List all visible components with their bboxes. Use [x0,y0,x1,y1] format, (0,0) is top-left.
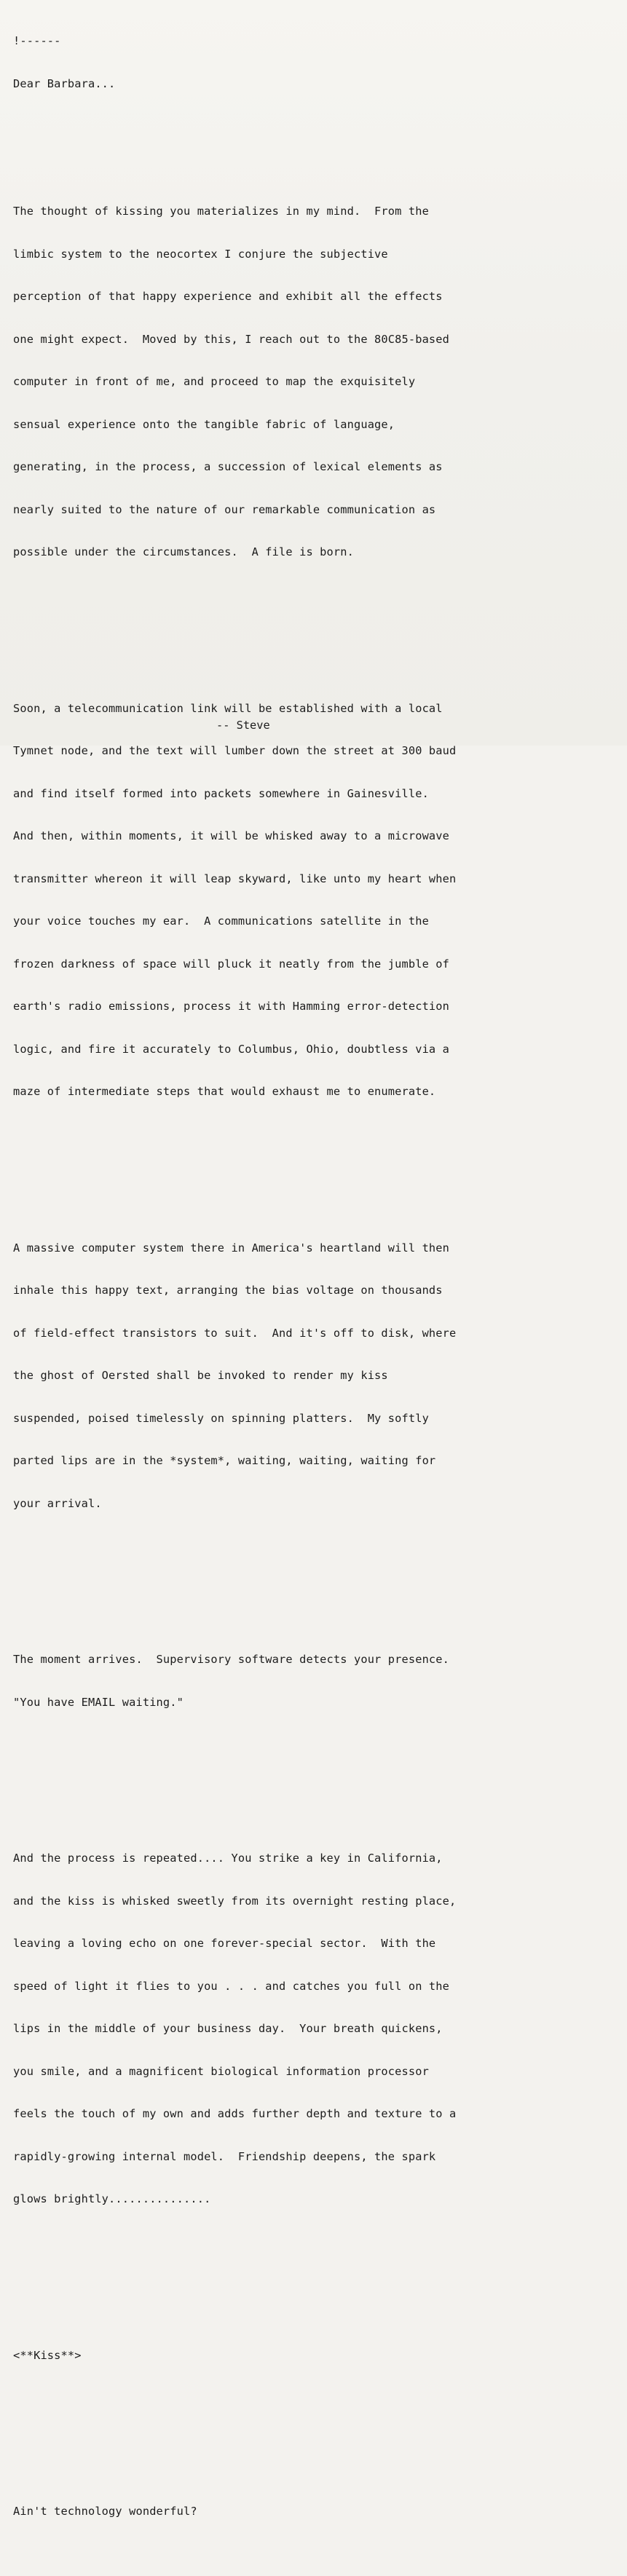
paragraph-1 [13,176,625,588]
salutation: Dear Barbara... [13,76,116,90]
text-line: leaving a loving echo on one forever-special sector. With the [13,1937,436,1950]
paragraph-closing [13,2476,625,2548]
text-line: A massive computer system there in America's heartland will then [13,1241,450,1255]
text-line: and the kiss is whisked sweetly from its overnight resting place, [13,1894,457,1908]
closing-line: Ain't technology wonderful? [13,2505,197,2518]
paragraph-gap [13,1766,625,1781]
paragraph-gap [13,2419,625,2434]
paragraph-4 [13,1624,625,1738]
paragraph-gap [13,1156,625,1171]
text-line: The moment arrives. Supervisory software detects your presence. [13,1653,450,1666]
header-marker: !------ [13,34,61,47]
text-line: feels the touch of my own and adds further depth and texture to a [13,2107,457,2120]
text-line: glows brightly............... [13,2192,211,2205]
text-line: limbic system to the neocortex I conjure the subjective [13,247,388,261]
text-line: Soon, a telecommunication link will be established with a local [13,701,443,715]
paragraph-3 [13,1213,625,1540]
text-line: "You have EMAIL waiting." [13,1695,184,1709]
text-line: earth's radio emissions, process it with Hamming error-detection [13,1000,450,1013]
paragraph-gap [13,617,625,631]
text-line: your arrival. [13,1496,102,1510]
signature: -- Steve [216,719,270,732]
text-line: suspended, poised timelessly on spinning platters. My softly [13,1411,429,1425]
paragraph-gap [13,119,625,134]
text-line: you smile, and a magnificent biological information processor [13,2064,429,2078]
text-line: the ghost of Oersted shall be invoked to render my kiss [13,1369,388,1382]
letter-body [13,6,625,2576]
text-line: perception of that happy experience and exhibit all the effects [13,290,443,303]
text-line: possible under the circumstances. A file is born. [13,545,354,558]
text-line: And the process is repeated.... You strike a key in California, [13,1852,443,1865]
text-line: inhale this happy text, arranging the bias voltage on thousands [13,1284,443,1297]
paragraph-5 [13,1823,625,2235]
text-line: And then, within moments, it will be whisked away to a microwave [13,829,450,842]
text-line: frozen darkness of space will pluck it neatly from the jumble of [13,957,450,971]
text-line: your voice touches my ear. A communications satellite in the [13,914,429,928]
text-line: The thought of kissing you materializes in my mind. From the [13,205,429,218]
text-line: logic, and fire it accurately to Columbus, Ohio, doubtless via a [13,1042,450,1056]
paragraph-gap [13,2264,625,2278]
text-line: transmitter whereon it will leap skyward, like unto my heart when [13,872,457,885]
text-line: lips in the middle of your business day. Your breath quickens, [13,2022,443,2035]
paragraph-gap [13,1568,625,1582]
text-line: rapidly-growing internal model. Friendship deepens, the spark [13,2149,436,2163]
text-line: sensual experience onto the tangible fabric of language, [13,417,395,431]
text-line: computer in front of me, and proceed to map the exquisitely [13,375,416,388]
text-line: and find itself formed into packets somewhere in Gainesville. [13,786,429,800]
paragraph-kiss [13,2320,625,2392]
text-line: maze of intermediate steps that would exhaust me to enumerate. [13,1085,436,1098]
text-line: speed of light it flies to you . . . and catches you full on the [13,1979,450,1993]
text-line: of field-effect transistors to suit. And it's off to disk, where [13,1326,457,1340]
text-line: one might expect. Moved by this, I reach out to the 80C85-based [13,332,450,346]
kiss-line: <**Kiss**> [13,2348,82,2362]
paragraph-2 [13,673,625,1128]
text-line: generating, in the process, a succession of lexical elements as [13,460,443,473]
text-line: Tymnet node, and the text will lumber down the street at 300 baud [13,744,457,757]
text-line: parted lips are in the *system*, waiting, waiting, waiting for [13,1454,436,1467]
text-line: nearly suited to the nature of our remarkable communication as [13,502,436,516]
